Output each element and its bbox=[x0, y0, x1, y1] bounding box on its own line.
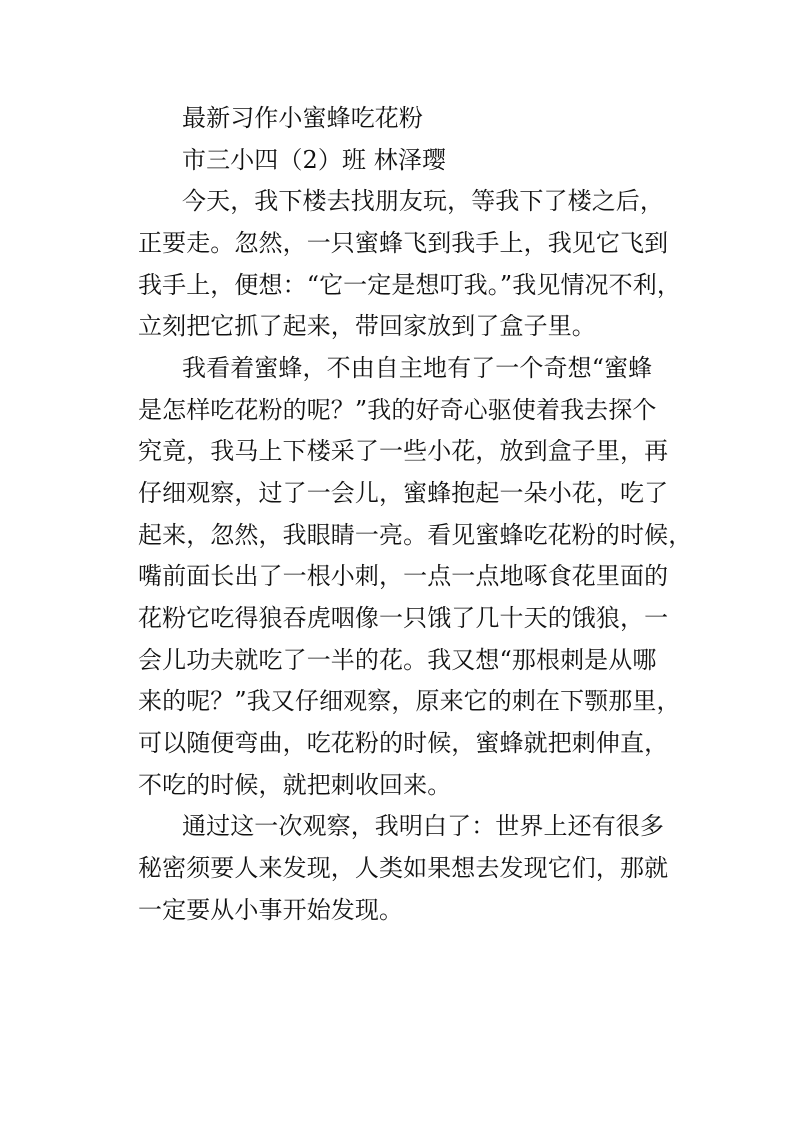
paragraph-2-line-5: 起来，忽然，我眼睛一亮。看见蜜蜂吃花粉的时候， bbox=[138, 521, 693, 549]
author-line: 市三小四（2）班 林泽璎 bbox=[182, 146, 447, 174]
paragraph-2-line-7: 花粉它吃得狼吞虎咽像一只饿了几十天的饿狼，一 bbox=[138, 604, 669, 632]
essay-title: 最新习作小蜜蜂吃花粉 bbox=[182, 104, 423, 132]
paragraph-2-line-1: 我看着蜜蜂，不由自主地有了一个奇想“蜜蜂 bbox=[182, 354, 653, 382]
paragraph-3-line-3: 一定要从小事开始发现。 bbox=[138, 896, 404, 924]
paragraph-1-line-1: 今天，我下楼去找朋友玩，等我下了楼之后， bbox=[182, 187, 664, 215]
paragraph-1-line-4: 立刻把它抓了起来，带回家放到了盒子里。 bbox=[138, 312, 596, 340]
paragraph-1-line-3: 我手上，便想：“它一定是想叮我。”我见情况不利， bbox=[138, 271, 681, 299]
paragraph-1-line-2: 正要走。忽然，一只蜜蜂飞到我手上，我见它飞到 bbox=[138, 229, 669, 257]
paragraph-2-line-3: 究竟，我马上下楼采了一些小花，放到盒子里，再 bbox=[138, 437, 669, 465]
paragraph-3-line-1: 通过这一次观察，我明白了：世界上还有很多 bbox=[182, 812, 664, 840]
paragraph-2-line-8: 会儿功夫就吃了一半的花。我又想“那根刺是从哪 bbox=[138, 646, 657, 674]
paragraph-2-line-2: 是怎样吃花粉的呢？”我的好奇心驱使着我去探个 bbox=[138, 396, 657, 424]
paragraph-2-line-11: 不吃的时候，就把刺收回来。 bbox=[138, 771, 452, 799]
paragraph-2-line-6: 嘴前面长出了一根小刺，一点一点地啄食花里面的 bbox=[138, 562, 669, 590]
paragraph-2-line-10: 可以随便弯曲，吃花粉的时候，蜜蜂就把刺伸直， bbox=[138, 729, 669, 757]
paragraph-2-line-9: 来的呢？”我又仔细观察，原来它的刺在下颚那里， bbox=[138, 687, 681, 715]
paragraph-3-line-2: 秘密须要人来发现，人类如果想去发现它们，那就 bbox=[138, 854, 669, 882]
paragraph-2-line-4: 仔细观察，过了一会儿，蜜蜂抱起一朵小花，吃了 bbox=[138, 479, 669, 507]
